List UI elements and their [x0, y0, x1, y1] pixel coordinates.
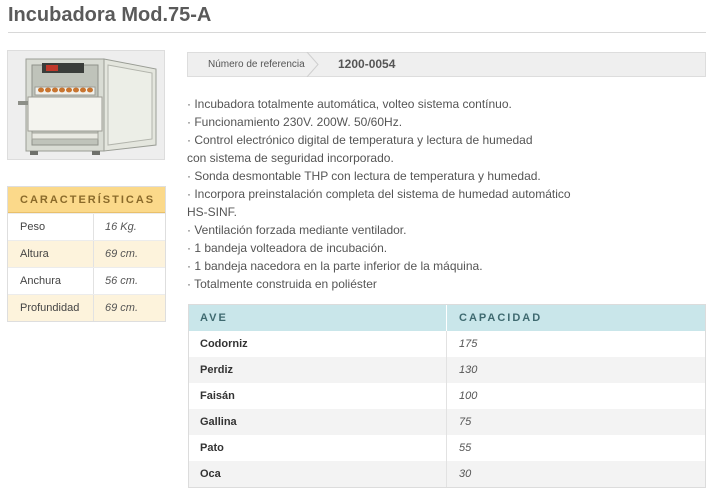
bird-capacity: 75 — [459, 416, 472, 428]
table-row — [189, 383, 705, 409]
bird-capacity: 30 — [459, 468, 472, 480]
description-line: · Totalmente construida en poliéster — [187, 277, 377, 291]
description-line: · Ventilación forzada mediante ventilador. — [187, 223, 407, 237]
table-row — [189, 331, 705, 357]
characteristics-row-width — [8, 267, 165, 294]
table-row — [189, 461, 705, 487]
reference-label: Número de referencia — [208, 59, 305, 70]
characteristics-row-depth — [8, 294, 165, 321]
capacity-table-header — [189, 305, 705, 331]
characteristic-value: 69 cm. — [105, 302, 139, 314]
reference-number: 1200-0054 — [338, 57, 396, 71]
table-row — [189, 357, 705, 383]
description-line: · 1 bandeja nacedora en la parte inferior de la máquina. — [187, 259, 483, 273]
description-line: · Funcionamiento 230V. 200W. 50/60Hz. — [187, 115, 403, 129]
bird-capacity: 100 — [459, 390, 478, 402]
description-line: · Control electrónico digital de temperatura y lectura de humedad — [187, 133, 533, 147]
column-header-bird: AVE — [189, 305, 447, 331]
characteristics-header: CARACTERÍSTICAS — [8, 187, 165, 213]
reference-bar — [187, 52, 706, 77]
characteristic-label: Altura — [8, 241, 94, 267]
bird-capacity: 130 — [459, 364, 478, 376]
product-image[interactable] — [7, 50, 165, 160]
description-line: · 1 bandeja volteadora de incubación. — [187, 241, 388, 255]
table-row — [189, 435, 705, 461]
description-line: · Sonda desmontable THP con lectura de temperatura y humedad. — [187, 169, 541, 183]
column-header-capacity: CAPACIDAD — [459, 312, 543, 324]
capacity-table — [188, 304, 706, 488]
product-description — [187, 95, 707, 293]
characteristic-value: 16 Kg. — [105, 221, 137, 233]
bird-name: Codorniz — [189, 331, 447, 357]
incubator-illustration — [8, 51, 164, 159]
characteristics-row-weight — [8, 213, 165, 240]
characteristic-value: 56 cm. — [105, 275, 139, 287]
bird-capacity: 55 — [459, 442, 472, 454]
description-line: · Incubadora totalmente automática, volteo sistema contínuo. — [187, 97, 512, 111]
characteristic-label: Peso — [8, 214, 94, 240]
characteristic-value: 69 cm. — [105, 248, 139, 260]
title-divider — [8, 32, 706, 33]
characteristics-table — [7, 186, 166, 322]
table-row — [189, 409, 705, 435]
bird-capacity: 175 — [459, 338, 478, 350]
characteristics-row-height — [8, 240, 165, 267]
description-line: con sistema de seguridad incorporado. — [187, 151, 394, 165]
bird-name: Perdiz — [189, 357, 447, 383]
description-line: · Incorpora preinstalación completa del sistema de humedad automático — [187, 187, 571, 201]
bird-name: Pato — [189, 435, 447, 461]
bird-name: Gallina — [189, 409, 447, 435]
chevron-right-icon — [306, 52, 320, 77]
characteristic-label: Anchura — [8, 268, 94, 294]
characteristic-label: Profundidad — [8, 295, 94, 321]
description-line: HS-SINF. — [187, 205, 238, 219]
bird-name: Faisán — [189, 383, 447, 409]
page-title: Incubadora Mod.75-A — [8, 4, 212, 26]
bird-name: Oca — [189, 461, 447, 487]
